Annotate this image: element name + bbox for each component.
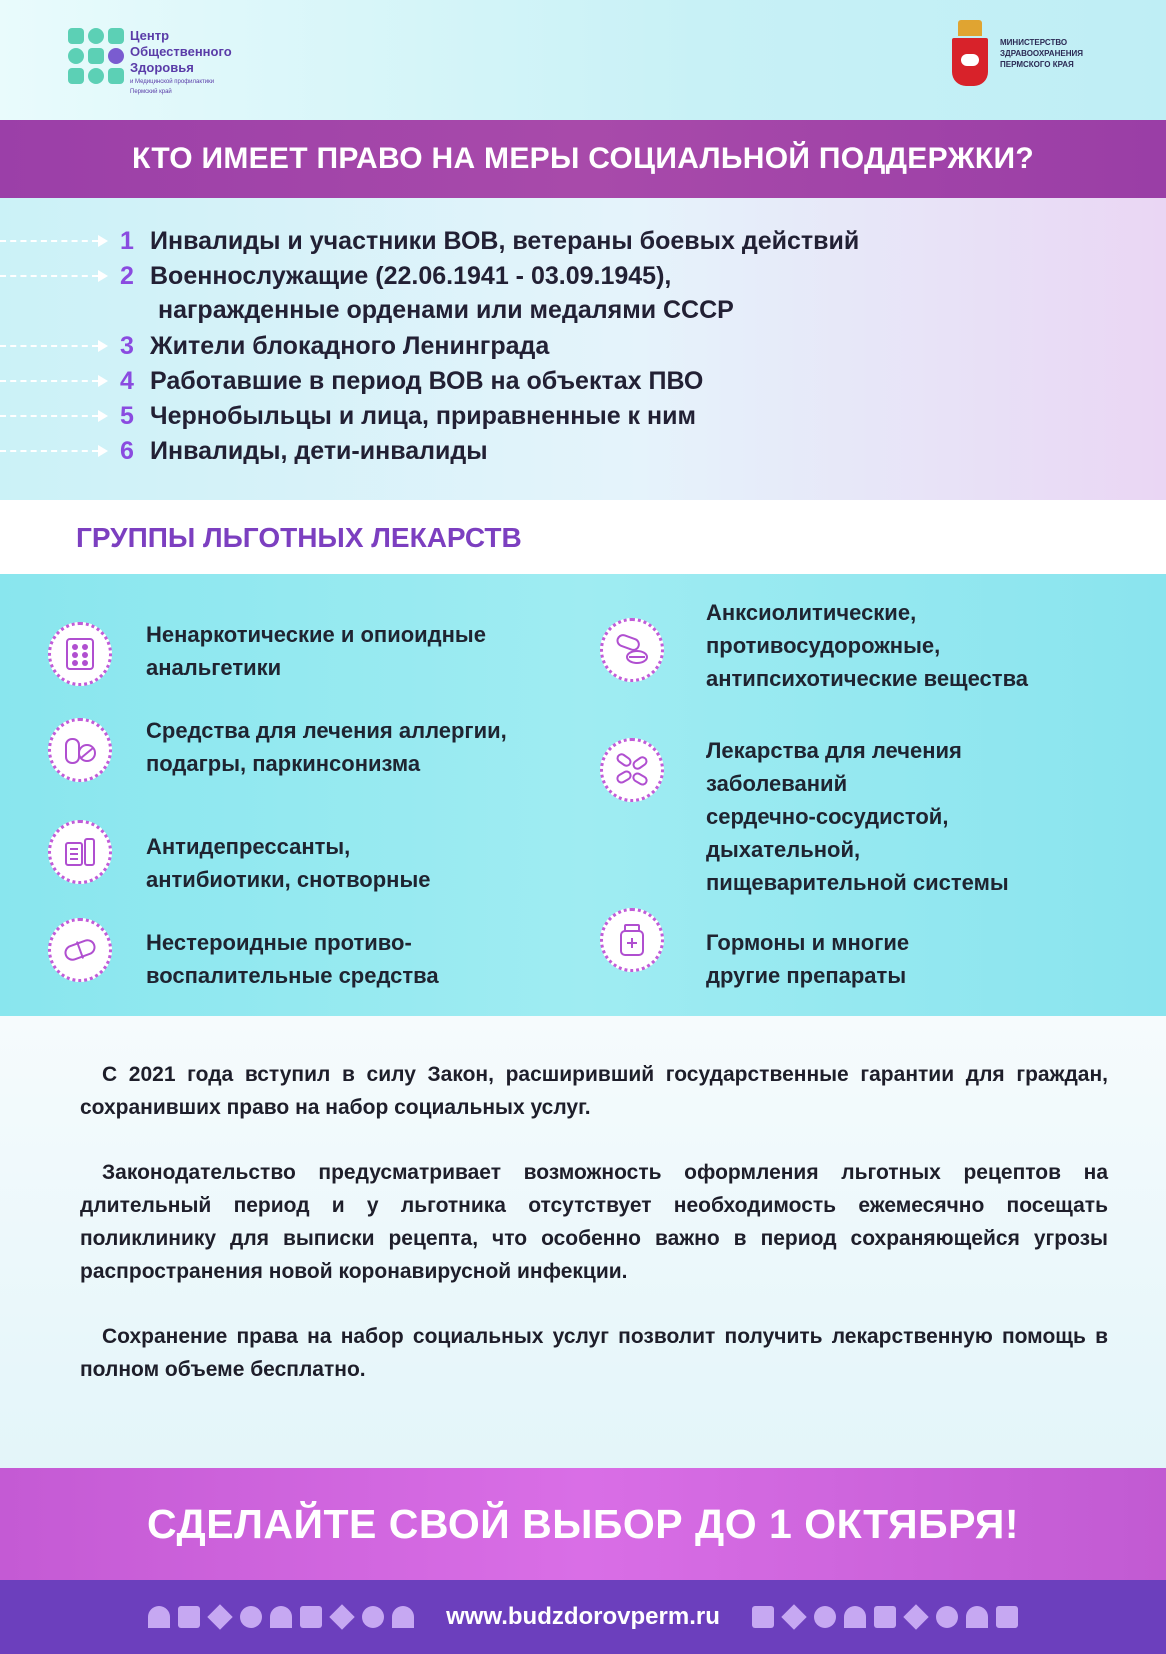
item-text: Жители блокадного Ленинграда — [150, 332, 550, 360]
drug-group-text: заболеваний — [706, 771, 848, 796]
drug-group-text: Ненаркотические и опиоидные — [146, 622, 486, 647]
dashed-arrow-icon — [0, 345, 98, 347]
drug-group-text: дыхательной, — [706, 837, 861, 862]
capsule-tablet-icon — [600, 618, 664, 682]
logo-sub-2: Пермский край — [130, 89, 172, 95]
capsule-icon — [48, 918, 112, 982]
item-text: Работавшие в период ВОВ на объектах ПВО — [150, 367, 704, 395]
drug-group-text: Лекарства для лечения — [706, 738, 962, 763]
drug-groups-section — [0, 574, 1166, 1016]
item-number: 4 — [120, 367, 134, 395]
item-number: 6 — [120, 437, 134, 465]
call-to-action-text: СДЕЛАЙТЕ СВОЙ ВЫБОР ДО 1 ОКТЯБРЯ! — [146, 1500, 1020, 1547]
logo-line-1: Центр — [130, 28, 170, 43]
decorative-shapes-icon — [144, 1606, 418, 1628]
info-paragraph: С 2021 года вступил в силу Закон, расширивший государственные гарантии для граждан, сохранивших право на набор социальных услуг. — [80, 1063, 1108, 1119]
pills-icon — [48, 718, 112, 782]
eligibility-section — [0, 198, 1166, 500]
item-text: Инвалиды, дети-инвалиды — [150, 437, 488, 465]
groups-heading-section — [0, 500, 1166, 574]
dashed-arrow-icon — [0, 450, 98, 452]
ministry-line-1: МИНИСТЕРСТВО — [1000, 37, 1068, 47]
drug-group-text: антипсихотические вещества — [706, 666, 1029, 691]
item-number: 3 — [120, 332, 134, 360]
drug-group-text: Анксиолитические, — [706, 600, 917, 625]
dashed-arrow-icon — [0, 415, 98, 417]
groups-heading: ГРУППЫ ЛЬГОТНЫХ ЛЕКАРСТВ — [76, 522, 522, 553]
logo-line-2: Общественного — [130, 44, 232, 59]
drug-group-text: Гормоны и многие — [706, 930, 910, 955]
eligibility-list — [0, 224, 1166, 469]
drug-group-text: пищеварительной системы — [706, 870, 1009, 895]
info-paragraph: Сохранение права на набор социальных услуг позволит получить лекарственную помощь в полном объеме бесплатно. — [80, 1325, 1108, 1381]
drug-group-text: Средства для лечения аллергии, — [146, 718, 507, 743]
drug-group-text: сердечно-сосудистой, — [706, 804, 949, 829]
info-text-section — [0, 1016, 1166, 1468]
drug-group-text: анальгетики — [146, 655, 282, 680]
list-item — [0, 329, 1166, 364]
page-title: КТО ИМЕЕТ ПРАВО НА МЕРЫ СОЦИАЛЬНОЙ ПОДДЕРЖКИ? — [131, 142, 1035, 175]
drug-group-text: антибиотики, снотворные — [146, 867, 431, 892]
medicine-box-icon — [48, 820, 112, 884]
dashed-arrow-icon — [0, 275, 98, 277]
item-number: 2 — [120, 262, 134, 290]
header — [0, 0, 1166, 120]
capsules-icon — [600, 738, 664, 802]
drug-group-text: другие препараты — [706, 963, 907, 988]
dashed-arrow-icon — [0, 380, 98, 382]
footer — [0, 1580, 1166, 1654]
call-to-action-banner — [0, 1468, 1166, 1580]
ministry-line-3: ПЕРМСКОГО КРАЯ — [1000, 59, 1074, 69]
decorative-shapes-icon — [748, 1606, 1022, 1628]
drug-group-text: Антидепрессанты, — [146, 834, 351, 859]
title-banner — [0, 120, 1166, 198]
list-item — [0, 434, 1166, 469]
item-text: Инвалиды и участники ВОВ, ветераны боевых действий — [150, 227, 860, 255]
ministry-line-2: ЗДРАВООХРАНЕНИЯ — [1000, 48, 1083, 58]
drug-group-text: Нестероидные противо- — [146, 930, 412, 955]
logo-sub-1: и Медицинской профилактики — [130, 79, 215, 85]
dashed-arrow-icon — [0, 240, 98, 242]
item-number: 1 — [120, 227, 134, 255]
logo-mark-icon — [68, 28, 124, 84]
drug-group-text: подагры, паркинсонизма — [146, 751, 421, 776]
list-item — [0, 364, 1166, 399]
drug-group-text: противосудорожные, — [706, 633, 941, 658]
list-item — [0, 399, 1166, 434]
website-link[interactable]: www.budzdorovperm.ru — [446, 1603, 720, 1630]
item-text: Чернобыльцы и лица, приравненные к ним — [150, 402, 696, 430]
coat-of-arms-icon — [952, 20, 988, 86]
list-item — [0, 259, 1166, 329]
ministry-logo — [952, 20, 1083, 86]
list-item — [0, 224, 1166, 259]
info-paragraph: Законодательство предусматривает возможность оформления льготных рецептов на длительный период и у льготника отсутствует необходимость ежемесячно посещать поликлинику для выписки рецепта, что особенно важно в период сохраняющейся угрозы распространения новой коронавирусной инфекции. — [80, 1161, 1108, 1283]
item-text-continued: награжденные орденами или медалями СССР — [158, 296, 734, 324]
item-number: 5 — [120, 402, 134, 430]
pill-blister-icon — [48, 622, 112, 686]
drug-group-text: воспалительные средства — [146, 963, 439, 988]
item-text: Военнослужащие (22.06.1941 - 03.09.1945), — [150, 262, 672, 290]
health-center-logo — [68, 28, 232, 96]
logo-line-3: Здоровья — [130, 60, 194, 75]
medicine-jar-icon — [600, 908, 664, 972]
